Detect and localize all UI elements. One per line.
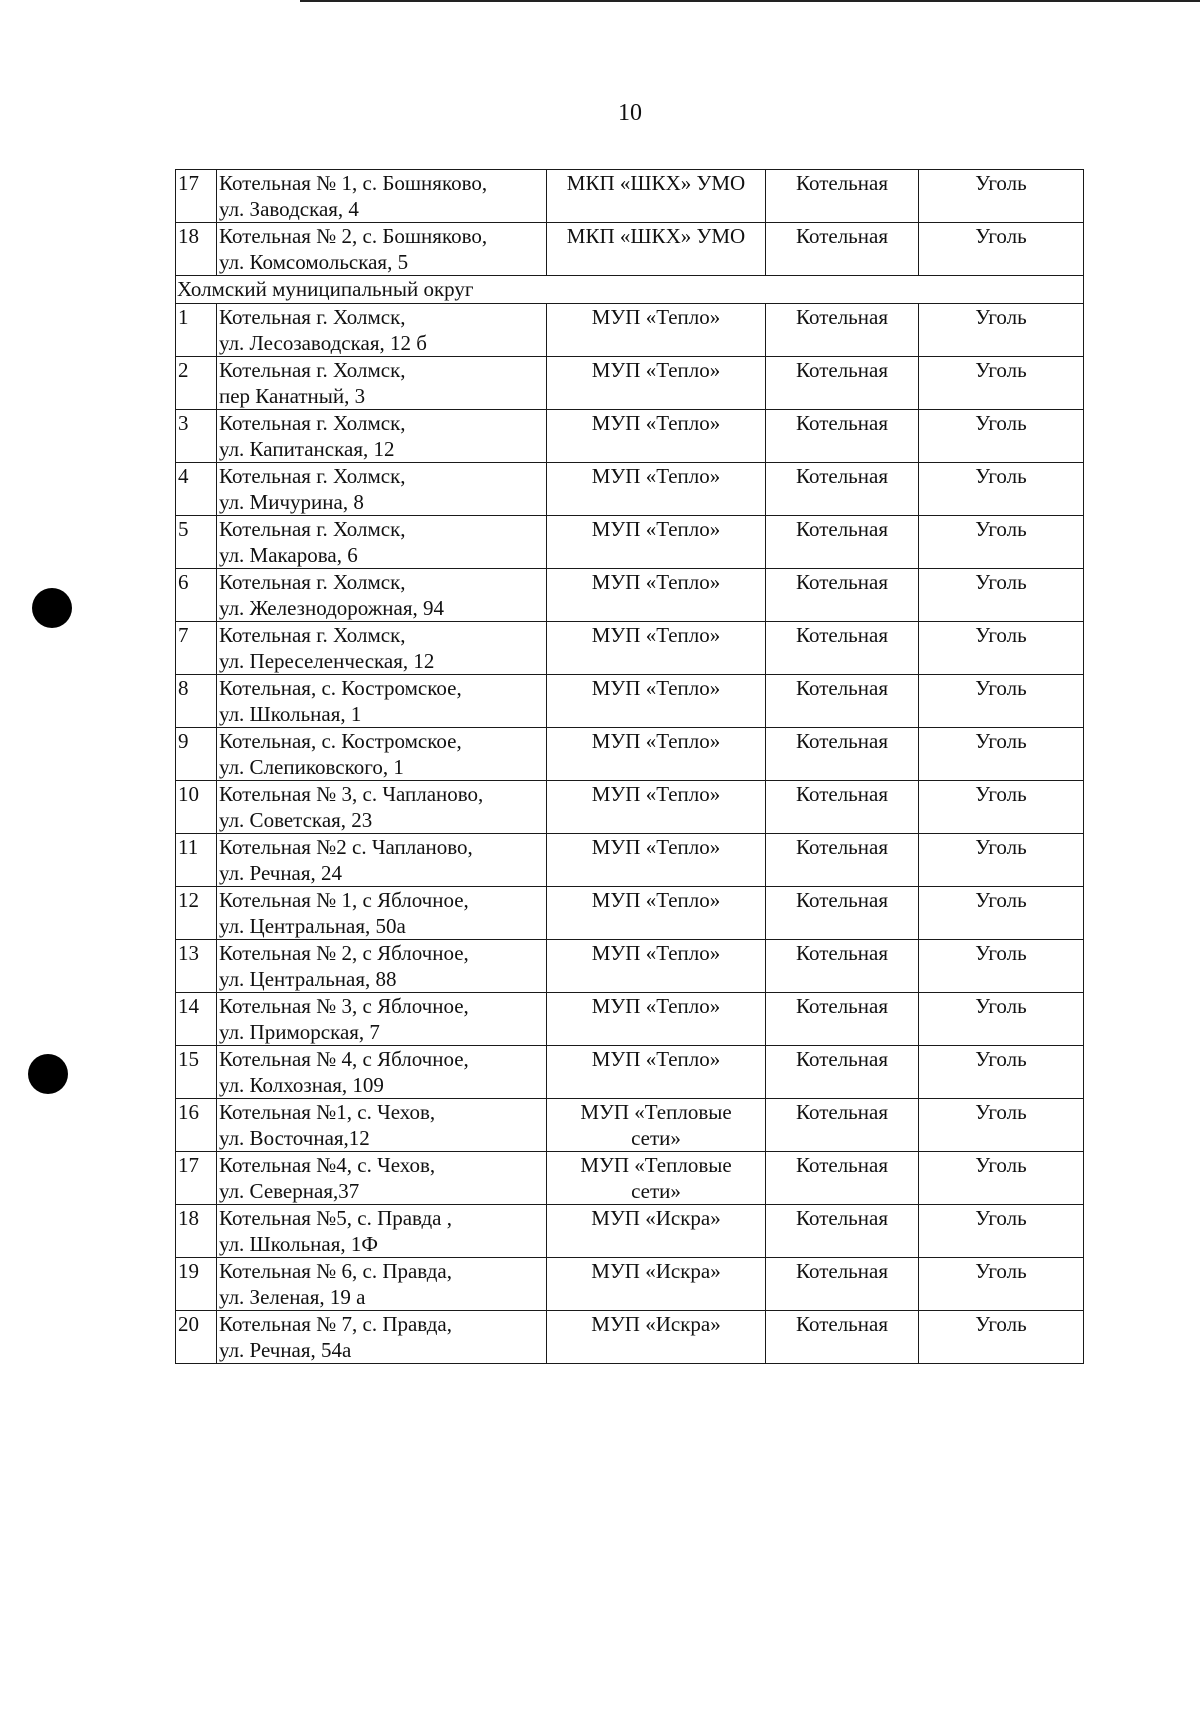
- boiler-name-address: Котельная №1, с. Чехов, ул. Восточная,12: [217, 1099, 547, 1152]
- table-row: [176, 887, 1084, 940]
- table-row: [176, 993, 1084, 1046]
- table-row: [176, 622, 1084, 675]
- operator-organization: МУП «Тепловые сети»: [547, 1099, 766, 1152]
- section-header-row: [176, 276, 1084, 304]
- row-number: 17: [176, 1152, 217, 1205]
- boiler-houses-table: [175, 169, 1084, 1364]
- boiler-name-address: Котельная № 7, с. Правда, ул. Речная, 54а: [217, 1311, 547, 1364]
- fuel-type: Уголь: [919, 993, 1084, 1046]
- top-edge-rule: [300, 0, 1200, 2]
- operator-organization: МКП «ШКХ» УМО: [547, 170, 766, 223]
- facility-type: Котельная: [766, 1258, 919, 1311]
- table-row: [176, 940, 1084, 993]
- table-row: [176, 1152, 1084, 1205]
- table-row: [176, 1099, 1084, 1152]
- boiler-name-address: Котельная № 2, с. Бошняково, ул. Комсомольская, 5: [217, 223, 547, 276]
- row-number: 6: [176, 569, 217, 622]
- operator-organization: МУП «Тепло»: [547, 357, 766, 410]
- row-number: 2: [176, 357, 217, 410]
- facility-type: Котельная: [766, 834, 919, 887]
- boiler-name-address: Котельная г. Холмск, ул. Переселенческая, 12: [217, 622, 547, 675]
- facility-type: Котельная: [766, 357, 919, 410]
- facility-type: Котельная: [766, 1099, 919, 1152]
- row-number: 17: [176, 170, 217, 223]
- operator-organization: МУП «Тепловые сети»: [547, 1152, 766, 1205]
- boiler-name-address: Котельная № 3, с Яблочное, ул. Приморская, 7: [217, 993, 547, 1046]
- fuel-type: Уголь: [919, 1311, 1084, 1364]
- boiler-name-address: Котельная № 6, с. Правда, ул. Зеленая, 19 а: [217, 1258, 547, 1311]
- facility-type: Котельная: [766, 887, 919, 940]
- operator-organization: МУП «Тепло»: [547, 1046, 766, 1099]
- facility-type: Котельная: [766, 304, 919, 357]
- fuel-type: Уголь: [919, 1046, 1084, 1099]
- facility-type: Котельная: [766, 1311, 919, 1364]
- table-row: [176, 410, 1084, 463]
- operator-organization: МУП «Искра»: [547, 1258, 766, 1311]
- operator-organization: МУП «Тепло»: [547, 675, 766, 728]
- row-number: 18: [176, 1205, 217, 1258]
- boiler-name-address: Котельная № 4, с Яблочное, ул. Колхозная, 109: [217, 1046, 547, 1099]
- facility-type: Котельная: [766, 675, 919, 728]
- section-title: Холмский муниципальный округ: [176, 276, 1084, 304]
- boiler-name-address: Котельная № 1, с. Бошняково, ул. Заводская, 4: [217, 170, 547, 223]
- boiler-name-address: Котельная № 3, с. Чапланово, ул. Советская, 23: [217, 781, 547, 834]
- fuel-type: Уголь: [919, 410, 1084, 463]
- table-row: [176, 1205, 1084, 1258]
- operator-organization: МУП «Тепло»: [547, 781, 766, 834]
- page-number: 10: [618, 100, 642, 126]
- table-row: [176, 569, 1084, 622]
- row-number: 18: [176, 223, 217, 276]
- facility-type: Котельная: [766, 463, 919, 516]
- facility-type: Котельная: [766, 223, 919, 276]
- operator-organization: МУП «Тепло»: [547, 940, 766, 993]
- table-row: [176, 781, 1084, 834]
- operator-organization: МУП «Тепло»: [547, 569, 766, 622]
- table-row: [176, 675, 1084, 728]
- fuel-type: Уголь: [919, 223, 1084, 276]
- boiler-name-address: Котельная №4, с. Чехов, ул. Северная,37: [217, 1152, 547, 1205]
- boiler-name-address: Котельная г. Холмск, ул. Железнодорожная, 94: [217, 569, 547, 622]
- operator-organization: МУП «Тепло»: [547, 410, 766, 463]
- row-number: 19: [176, 1258, 217, 1311]
- fuel-type: Уголь: [919, 1258, 1084, 1311]
- row-number: 8: [176, 675, 217, 728]
- punch-hole-mark: [32, 588, 72, 628]
- row-number: 13: [176, 940, 217, 993]
- table-row: [176, 516, 1084, 569]
- row-number: 16: [176, 1099, 217, 1152]
- facility-type: Котельная: [766, 410, 919, 463]
- boiler-name-address: Котельная г. Холмск, ул. Лесозаводская, 12 б: [217, 304, 547, 357]
- facility-type: Котельная: [766, 170, 919, 223]
- operator-organization: МУП «Тепло»: [547, 304, 766, 357]
- boiler-name-address: Котельная г. Холмск, ул. Макарова, 6: [217, 516, 547, 569]
- operator-organization: МУП «Искра»: [547, 1205, 766, 1258]
- row-number: 3: [176, 410, 217, 463]
- row-number: 9: [176, 728, 217, 781]
- operator-organization: МУП «Тепло»: [547, 993, 766, 1046]
- table-row: [176, 223, 1084, 276]
- facility-type: Котельная: [766, 1046, 919, 1099]
- boiler-name-address: Котельная, с. Костромское, ул. Школьная, 1: [217, 675, 547, 728]
- fuel-type: Уголь: [919, 569, 1084, 622]
- row-number: 12: [176, 887, 217, 940]
- table-row: [176, 834, 1084, 887]
- facility-type: Котельная: [766, 569, 919, 622]
- fuel-type: Уголь: [919, 170, 1084, 223]
- fuel-type: Уголь: [919, 675, 1084, 728]
- operator-organization: МУП «Тепло»: [547, 516, 766, 569]
- boiler-name-address: Котельная № 1, с Яблочное, ул. Центральная, 50а: [217, 887, 547, 940]
- row-number: 20: [176, 1311, 217, 1364]
- operator-organization: МУП «Искра»: [547, 1311, 766, 1364]
- boiler-name-address: Котельная г. Холмск, пер Канатный, 3: [217, 357, 547, 410]
- boiler-name-address: Котельная №2 с. Чапланово, ул. Речная, 24: [217, 834, 547, 887]
- facility-type: Котельная: [766, 993, 919, 1046]
- fuel-type: Уголь: [919, 516, 1084, 569]
- fuel-type: Уголь: [919, 463, 1084, 516]
- fuel-type: Уголь: [919, 1152, 1084, 1205]
- operator-organization: МУП «Тепло»: [547, 463, 766, 516]
- table-row: [176, 304, 1084, 357]
- row-number: 10: [176, 781, 217, 834]
- row-number: 11: [176, 834, 217, 887]
- table-row: [176, 357, 1084, 410]
- facility-type: Котельная: [766, 728, 919, 781]
- operator-organization: МУП «Тепло»: [547, 834, 766, 887]
- fuel-type: Уголь: [919, 357, 1084, 410]
- fuel-type: Уголь: [919, 781, 1084, 834]
- row-number: 5: [176, 516, 217, 569]
- row-number: 7: [176, 622, 217, 675]
- fuel-type: Уголь: [919, 728, 1084, 781]
- fuel-type: Уголь: [919, 622, 1084, 675]
- table-body: [176, 170, 1084, 1364]
- table-row: [176, 170, 1084, 223]
- facility-type: Котельная: [766, 516, 919, 569]
- facility-type: Котельная: [766, 940, 919, 993]
- facility-type: Котельная: [766, 781, 919, 834]
- boiler-name-address: Котельная № 2, с Яблочное, ул. Центральная, 88: [217, 940, 547, 993]
- boiler-name-address: Котельная, с. Костромское, ул. Слепиковского, 1: [217, 728, 547, 781]
- row-number: 4: [176, 463, 217, 516]
- table-row: [176, 1258, 1084, 1311]
- punch-hole-mark: [28, 1054, 68, 1094]
- fuel-type: Уголь: [919, 304, 1084, 357]
- operator-organization: МКП «ШКХ» УМО: [547, 223, 766, 276]
- boiler-name-address: Котельная г. Холмск, ул. Мичурина, 8: [217, 463, 547, 516]
- boiler-name-address: Котельная г. Холмск, ул. Капитанская, 12: [217, 410, 547, 463]
- table-row: [176, 1046, 1084, 1099]
- row-number: 1: [176, 304, 217, 357]
- fuel-type: Уголь: [919, 1205, 1084, 1258]
- fuel-type: Уголь: [919, 834, 1084, 887]
- table-row: [176, 1311, 1084, 1364]
- row-number: 14: [176, 993, 217, 1046]
- facility-type: Котельная: [766, 622, 919, 675]
- fuel-type: Уголь: [919, 1099, 1084, 1152]
- fuel-type: Уголь: [919, 940, 1084, 993]
- table-row: [176, 728, 1084, 781]
- facility-type: Котельная: [766, 1152, 919, 1205]
- boiler-name-address: Котельная №5, с. Правда , ул. Школьная, 1Ф: [217, 1205, 547, 1258]
- facility-type: Котельная: [766, 1205, 919, 1258]
- operator-organization: МУП «Тепло»: [547, 622, 766, 675]
- row-number: 15: [176, 1046, 217, 1099]
- fuel-type: Уголь: [919, 887, 1084, 940]
- operator-organization: МУП «Тепло»: [547, 728, 766, 781]
- table-row: [176, 463, 1084, 516]
- operator-organization: МУП «Тепло»: [547, 887, 766, 940]
